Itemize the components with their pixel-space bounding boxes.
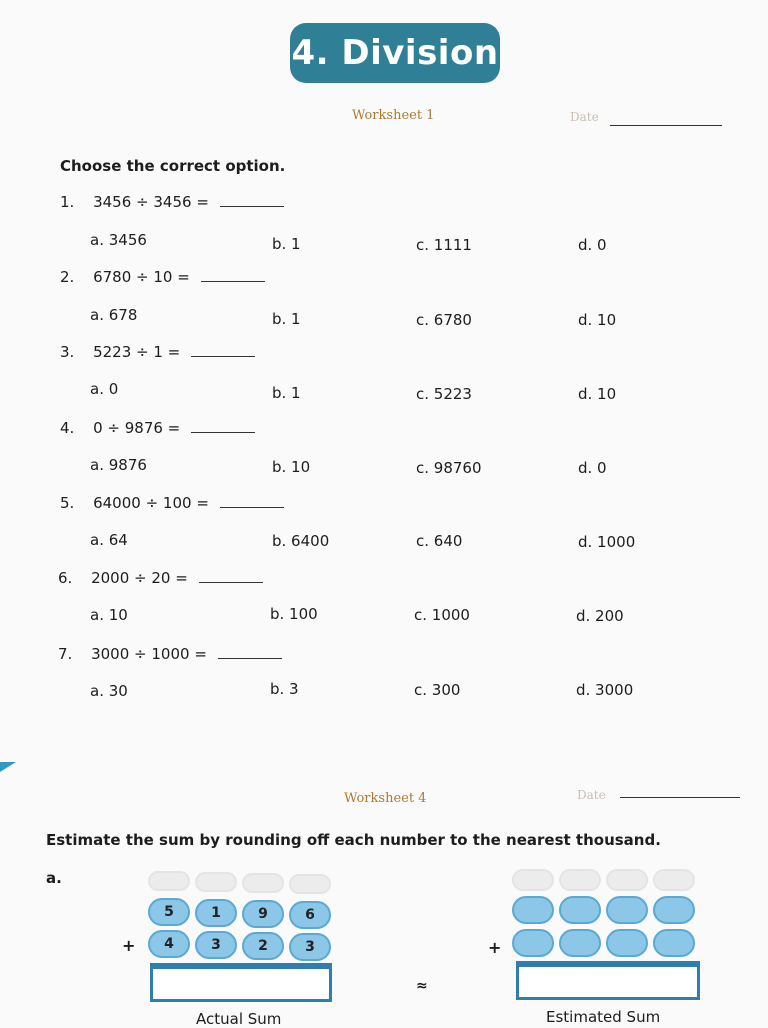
question-5-option-b[interactable]: b. 6400 [272, 532, 330, 550]
ghost-bead [606, 869, 648, 891]
question-6-option-b[interactable]: b. 100 [270, 605, 318, 623]
worksheet-4-label: Worksheet 4 [344, 791, 427, 806]
question-7-option-c[interactable]: c. 300 [414, 681, 461, 699]
worksheet-1-date-label: Date [570, 110, 599, 124]
empty-bead[interactable] [512, 929, 554, 957]
ghost-bead [148, 871, 190, 891]
question-1-option-c[interactable]: c. 1111 [416, 236, 472, 254]
ghost-bead [242, 873, 284, 893]
question-5-option-c[interactable]: c. 640 [416, 532, 463, 550]
question-3-option-d[interactable]: d. 10 [578, 385, 617, 403]
section-2-instruction: Estimate the sum by rounding off each number to the nearest thousand. [46, 831, 661, 849]
question-4-option-c[interactable]: c. 98760 [416, 459, 482, 477]
empty-bead[interactable] [653, 896, 695, 924]
worksheet-1-label: Worksheet 1 [352, 108, 435, 123]
question-1-option-b[interactable]: b. 1 [272, 235, 301, 253]
question-4-number: 4. [60, 419, 75, 437]
question-5 [60, 494, 284, 512]
question-7-blank[interactable] [218, 646, 282, 659]
question-2-option-d[interactable]: d. 10 [578, 311, 617, 329]
question-3-option-b[interactable]: b. 1 [272, 384, 301, 402]
question-6-text: 2000 ÷ 20 = [91, 569, 188, 587]
question-6-option-d[interactable]: d. 200 [576, 607, 624, 625]
question-3-blank[interactable] [191, 344, 255, 357]
digit-bead: 5 [148, 898, 190, 926]
question-1-text: 3456 ÷ 3456 = [93, 193, 209, 211]
question-4-text: 0 ÷ 9876 = [93, 419, 181, 437]
question-2-option-a[interactable]: a. 678 [90, 306, 138, 324]
question-5-blank[interactable] [220, 495, 284, 508]
chapter-title: 4. Division [290, 23, 500, 83]
question-5-option-a[interactable]: a. 64 [90, 531, 128, 549]
digit-bead: 3 [195, 931, 237, 959]
question-6-option-a[interactable]: a. 10 [90, 606, 128, 624]
question-7-text: 3000 ÷ 1000 = [91, 645, 207, 663]
ghost-bead [195, 872, 237, 892]
empty-bead[interactable] [559, 929, 601, 957]
item-a-label: a. [46, 869, 62, 887]
empty-bead[interactable] [606, 929, 648, 957]
ghost-bead [289, 874, 331, 894]
page-edge-accent [0, 762, 16, 772]
question-1-blank[interactable] [220, 194, 284, 207]
ghost-bead [512, 869, 554, 891]
question-6-number: 6. [58, 569, 73, 587]
empty-bead[interactable] [606, 896, 648, 924]
question-4-option-a[interactable]: a. 9876 [90, 456, 147, 474]
question-7 [58, 645, 282, 663]
question-2-option-c[interactable]: c. 6780 [416, 311, 472, 329]
digit-bead: 9 [242, 900, 284, 928]
digit-bead: 3 [289, 933, 331, 961]
question-7-option-b[interactable]: b. 3 [270, 680, 299, 698]
plus-sign: + [122, 936, 136, 955]
question-4-option-b[interactable]: b. 10 [272, 458, 311, 476]
worksheet-4-date-line [620, 797, 740, 798]
question-7-number: 7. [58, 645, 73, 663]
section-1-instruction: Choose the correct option. [60, 157, 286, 175]
question-5-text: 64000 ÷ 100 = [93, 494, 209, 512]
empty-bead[interactable] [653, 929, 695, 957]
question-1-number: 1. [60, 193, 75, 211]
question-7-option-d[interactable]: d. 3000 [576, 681, 634, 699]
empty-bead[interactable] [512, 896, 554, 924]
question-3 [60, 343, 255, 361]
question-1-option-a[interactable]: a. 3456 [90, 231, 147, 249]
digit-bead: 2 [242, 932, 284, 960]
empty-bead[interactable] [559, 896, 601, 924]
question-3-number: 3. [60, 343, 75, 361]
question-5-option-d[interactable]: d. 1000 [578, 533, 636, 551]
estimated-sum-answer-box[interactable] [516, 964, 700, 1000]
approx-sign: ≈ [416, 978, 428, 994]
question-2-number: 2. [60, 268, 75, 286]
ghost-bead [559, 869, 601, 891]
question-2 [60, 268, 265, 286]
question-3-option-a[interactable]: a. 0 [90, 380, 119, 398]
digit-bead: 1 [195, 899, 237, 927]
estimated-sum-caption: Estimated Sum [546, 1008, 661, 1026]
question-2-blank[interactable] [201, 269, 265, 282]
ghost-bead [653, 869, 695, 891]
actual-sum-answer-box[interactable] [150, 966, 332, 1002]
question-4-blank[interactable] [191, 420, 255, 433]
worksheet-1-date-line [610, 125, 722, 126]
question-2-option-b[interactable]: b. 1 [272, 310, 301, 328]
question-4-option-d[interactable]: d. 0 [578, 459, 607, 477]
question-1-option-d[interactable]: d. 0 [578, 236, 607, 254]
question-6-option-c[interactable]: c. 1000 [414, 606, 470, 624]
question-1 [60, 193, 284, 211]
plus-sign: + [488, 938, 502, 957]
question-6 [58, 569, 263, 587]
actual-sum-caption: Actual Sum [196, 1010, 282, 1028]
question-2-text: 6780 ÷ 10 = [93, 268, 190, 286]
question-3-text: 5223 ÷ 1 = [93, 343, 181, 361]
question-3-option-c[interactable]: c. 5223 [416, 385, 472, 403]
question-4 [60, 419, 255, 437]
digit-bead: 6 [289, 901, 331, 929]
question-7-option-a[interactable]: a. 30 [90, 682, 128, 700]
question-5-number: 5. [60, 494, 75, 512]
digit-bead: 4 [148, 930, 190, 958]
question-6-blank[interactable] [199, 570, 263, 583]
worksheet-4-date-label: Date [577, 788, 606, 802]
